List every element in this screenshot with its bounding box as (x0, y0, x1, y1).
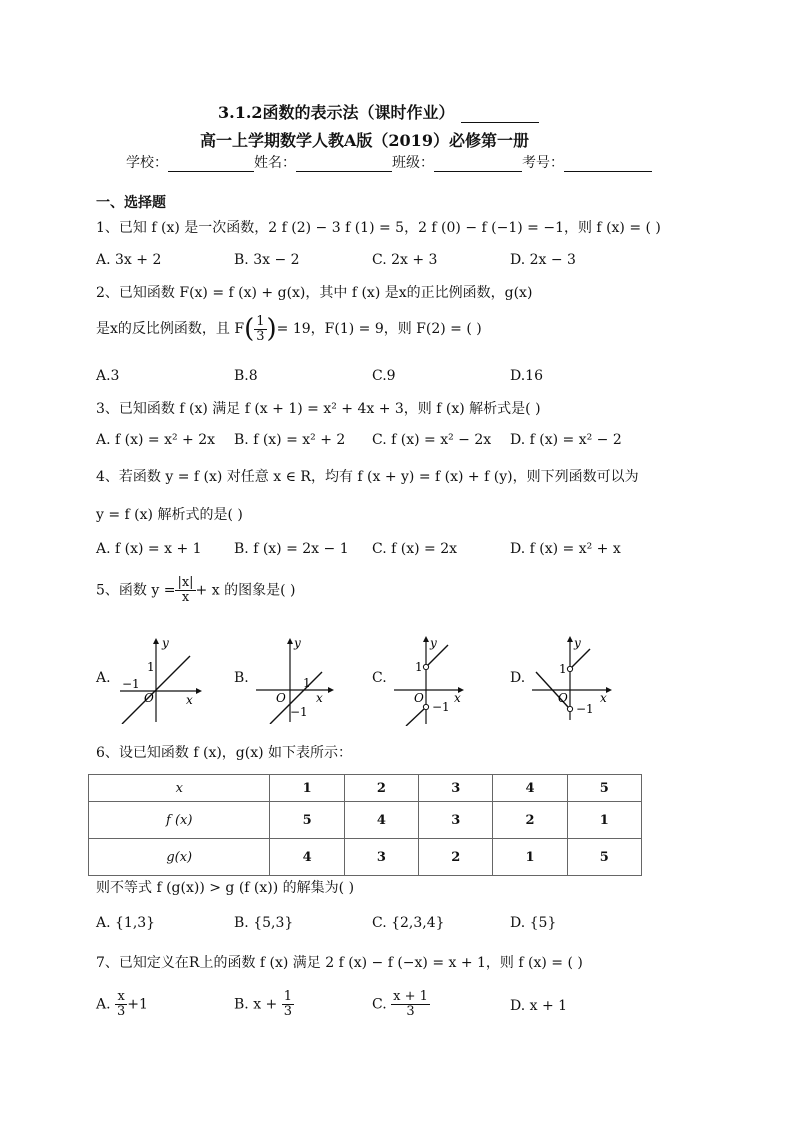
exam-label: 考号： (522, 155, 564, 171)
q5-option-a-label[interactable]: A. (96, 670, 111, 686)
q7-option-b[interactable]: B. x + $\frac{1}{3}$ (234, 989, 292, 1019)
x-axis-arrow (328, 687, 334, 693)
q6-option-d[interactable]: D. {5} (510, 915, 557, 931)
q2-option-c[interactable]: C.9 (372, 368, 396, 384)
origin-label: O (276, 691, 286, 705)
question-1: 1、已知 f (x) 是一次函数，2 f (2) − 3 f (1) = 5，2 f (0) − f (−1) = −1，则 f (x) = ( ) (96, 220, 661, 236)
q5-graph-d[interactable] (530, 634, 616, 726)
q4-option-d[interactable]: D. f (x) = x² + x (510, 541, 621, 557)
q5-fraction: $\frac{|x|}{x}$ (177, 575, 194, 605)
open-point-bottom (567, 706, 572, 711)
table-cell: 3 (344, 839, 418, 876)
tick-minus-one: −1 (290, 705, 308, 719)
tick-minus-one: −1 (432, 700, 450, 714)
open-point-top (423, 664, 428, 669)
question-4-line1: 4、若函数 y = f (x) 对任意 x ∈ R，均有 f (x + y) = f (x) + f (y)，则下列函数可以为 (96, 469, 639, 485)
q5-graph-b[interactable] (254, 636, 340, 724)
class-field[interactable] (434, 157, 522, 172)
tick-one: 1 (147, 660, 155, 674)
q3-option-b[interactable]: B. f (x) = x² + 2 (234, 432, 346, 448)
table-header-row (89, 775, 642, 802)
table-cell: 5 (567, 775, 641, 802)
table-cell: 2 (493, 802, 567, 839)
table-cell: 1 (270, 775, 344, 802)
table-cell: 4 (270, 839, 344, 876)
table-row (89, 802, 642, 839)
y-axis-arrow (567, 636, 573, 642)
tick-one: 1 (303, 676, 311, 690)
q5-option-c-label[interactable]: C. (372, 670, 387, 686)
school-label: 学校： (126, 155, 168, 171)
q1-option-c[interactable]: C. 2x + 3 (372, 252, 438, 268)
title-line2: 高一上学期数学人教A版（2019）必修第一册 (200, 131, 529, 150)
values-table (88, 774, 642, 876)
table-cell: 2 (419, 839, 493, 876)
table-cell: 3 (419, 775, 493, 802)
question-4-line2: y = f (x) 解析式的是( ) (96, 507, 243, 523)
x-label: x (316, 691, 323, 705)
question-2-line2: 是x的反比例函数，且 F( $\frac{1}{3}$ )= 19，F(1) = 9，则 F(2) = ( ) (96, 313, 482, 344)
table-cell: g(x) (89, 839, 270, 876)
x-label: x (600, 691, 607, 705)
open-point-top (567, 666, 572, 671)
title-blank (461, 108, 539, 123)
q1-option-d[interactable]: D. 2x − 3 (510, 252, 576, 268)
name-field[interactable] (296, 157, 392, 172)
tick-minus-one: −1 (576, 702, 594, 716)
question-6: 6、设已知函数 f (x)，g(x) 如下表所示： (96, 745, 353, 761)
table-cell: 1 (493, 839, 567, 876)
open-point-bottom (423, 704, 428, 709)
q4-option-b[interactable]: B. f (x) = 2x − 1 (234, 541, 349, 557)
y-label: y (430, 636, 437, 650)
q3-option-d[interactable]: D. f (x) = x² − 2 (510, 432, 622, 448)
graph-branch-left (406, 709, 424, 726)
table-cell: 2 (344, 775, 418, 802)
y-label: y (162, 636, 169, 650)
question-3: 3、已知函数 f (x) 满足 f (x + 1) = x² + 4x + 3，则 f (x) 解析式是( ) (96, 401, 541, 417)
table-cell: 4 (493, 775, 567, 802)
y-axis-arrow (153, 638, 159, 644)
title-line1: 3.1.2函数的表示法（课时作业） (218, 100, 539, 123)
q5-option-d-label[interactable]: D. (510, 670, 526, 686)
q5-graph-a[interactable] (116, 636, 202, 724)
x-label: x (454, 691, 461, 705)
q2-fraction: $\frac{1}{3}$ (256, 313, 265, 344)
q5-graph-c[interactable] (392, 634, 478, 726)
graph-branch-right (572, 649, 590, 667)
q2-option-b[interactable]: B.8 (234, 368, 258, 384)
q7-option-c[interactable]: C. $\frac{x + 1}{3}$ (372, 989, 428, 1019)
y-label: y (574, 636, 581, 650)
class-label: 班级： (392, 155, 434, 171)
tick-one: 1 (415, 660, 423, 674)
table-cell: 1 (567, 802, 641, 839)
q6-option-c[interactable]: C. {2,3,4} (372, 915, 445, 931)
table-cell: 5 (567, 839, 641, 876)
q7-option-a[interactable]: A. $\frac{x}{3}$ +1 (96, 989, 148, 1019)
q2-option-d[interactable]: D.16 (510, 368, 543, 384)
tick-one: 1 (559, 662, 567, 676)
x-axis-arrow (606, 687, 612, 693)
tick-minus-one: −1 (122, 677, 140, 691)
q6-option-b[interactable]: B. {5,3} (234, 915, 294, 931)
y-axis-arrow (287, 638, 293, 644)
origin-label: O (414, 691, 424, 705)
origin-label: O (144, 691, 154, 705)
q6-option-a[interactable]: A. {1,3} (96, 915, 156, 931)
q4-option-c[interactable]: C. f (x) = 2x (372, 541, 457, 557)
table-cell: x (89, 775, 270, 802)
table-cell: 5 (270, 802, 344, 839)
section-heading: 一、选择题 (96, 195, 166, 211)
question-2-line1: 2、已知函数 F(x) = f (x) + g(x)，其中 f (x) 是x的正比例函数，g(x) (96, 285, 533, 301)
y-axis-arrow (423, 636, 429, 642)
table-row (89, 839, 642, 876)
y-label: y (294, 636, 301, 650)
origin-label: O (558, 691, 568, 705)
q1-option-b[interactable]: B. 3x − 2 (234, 252, 300, 268)
q3-option-a[interactable]: A. f (x) = x² + 2x (96, 432, 216, 448)
q1-option-a[interactable]: A. 3x + 2 (96, 252, 162, 268)
x-label: x (186, 693, 193, 707)
q2-option-a[interactable]: A.3 (96, 368, 120, 384)
exam-field[interactable] (564, 157, 652, 172)
x-axis-arrow (196, 688, 202, 694)
q3-option-c[interactable]: C. f (x) = x² − 2x (372, 432, 492, 448)
q7-option-d[interactable]: D. x + 1 (510, 998, 568, 1014)
question-6-inequality: 则不等式 f (g(x)) > g (f (x)) 的解集为( ) (96, 880, 355, 896)
q4-option-a[interactable]: A. f (x) = x + 1 (96, 541, 202, 557)
info-line (126, 152, 652, 172)
question-5: 5、函数 y = $\frac{|x|}{x}$ + x 的图象是( ) (96, 575, 296, 605)
question-7: 7、已知定义在R上的函数 f (x) 满足 2 f (x) − f (−x) = x + 1，则 f (x) = ( ) (96, 955, 583, 971)
table-cell: f (x) (89, 802, 270, 839)
q5-option-b-label[interactable]: B. (234, 670, 249, 686)
name-label: 姓名： (254, 155, 296, 171)
school-field[interactable] (168, 157, 254, 172)
table-cell: 3 (419, 802, 493, 839)
table-cell: 4 (344, 802, 418, 839)
